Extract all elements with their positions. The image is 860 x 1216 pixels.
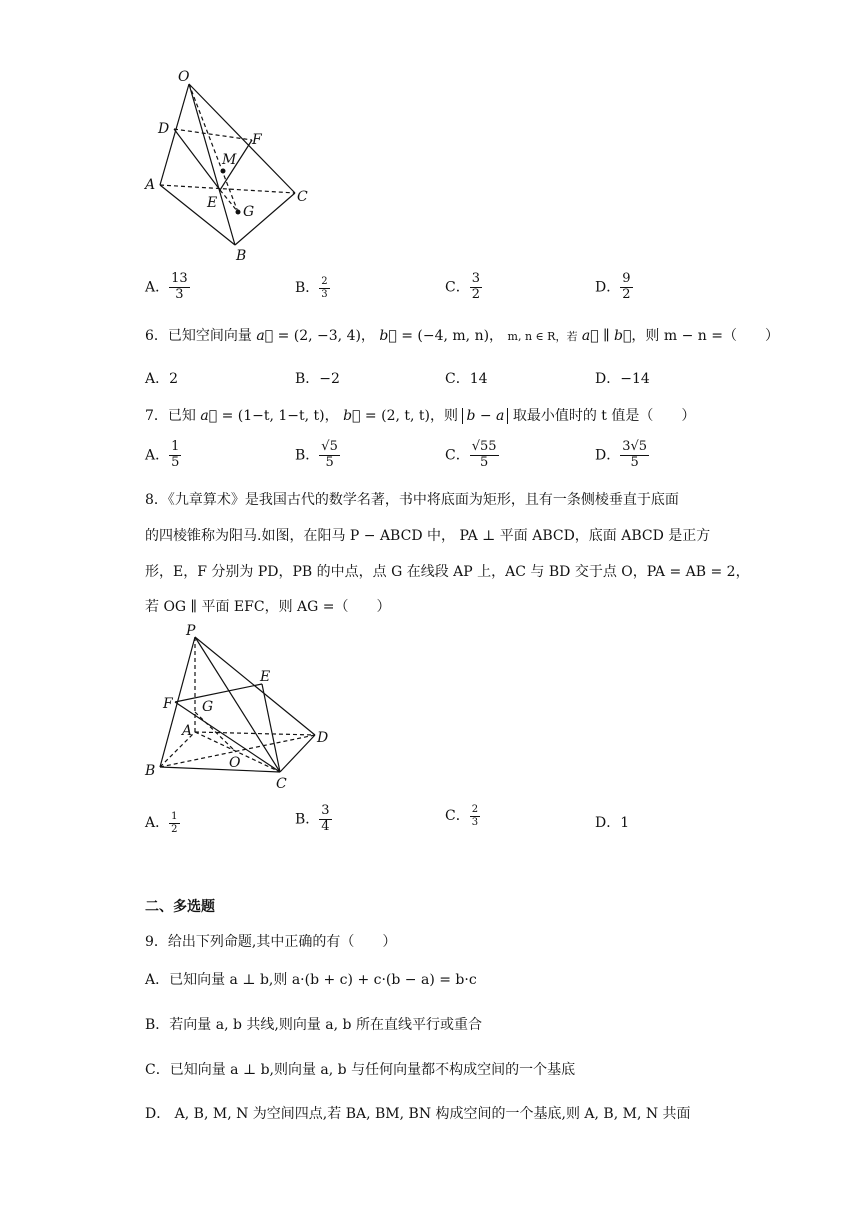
q7-option-a: A． $\frac{1}{5}$ <box>145 439 180 470</box>
q6-option-a: A．2 <box>145 371 179 387</box>
label-E: E <box>260 669 271 685</box>
label-C: C <box>276 776 287 792</box>
label-O: O <box>178 69 190 85</box>
label-G: G <box>243 204 255 220</box>
label-B: B <box>145 763 156 779</box>
q8-line-4: 若 OG ∥ 平面 EFC，则 AG =（ ） <box>145 599 391 615</box>
q9-option-a: A．已知向量 a ⊥ b,则 a·(b + c) + c·(b − a) = b·c <box>145 972 477 988</box>
label-P: P <box>186 623 196 639</box>
label-D: D <box>317 730 329 746</box>
q8-option-c: C． $\frac{2}{3}$ <box>445 804 479 828</box>
q7-option-b: B． $\frac{√5}{5}$ <box>295 439 338 470</box>
q7-option-d: D． $\frac{3√5}{5}$ <box>595 439 648 470</box>
label-C: C <box>297 189 308 205</box>
q6-option-d: D．−14 <box>595 371 650 387</box>
q8-option-a: A． $\frac{1}{2}$ <box>145 811 178 835</box>
q8-line-2: 的四棱锥称为阳马.如图，在阳马 P − ABCD 中， PA ⊥ 平面 ABCD，底面 ABCD 是正方 <box>145 528 711 544</box>
q6-option-c: C．14 <box>445 371 488 387</box>
q5-option-b: B． $\frac{2}{3}$ <box>295 276 328 300</box>
q8-line-3: 形，E，F 分别为 PD，PB 的中点，点 G 在线段 AP 上，AC 与 BD 交于点 O，PA = AB = 2， <box>145 564 750 580</box>
q5-option-c: C． $\frac{3}{2}$ <box>445 271 480 302</box>
q5-option-a: A． $\frac{13}{3}$ <box>145 271 188 302</box>
q9-option-b: B．若向量 a, b 共线,则向量 a, b 所在直线平行或重合 <box>145 1017 482 1033</box>
q9-stem: 9．给出下列命题,其中正确的有（ ） <box>145 934 397 950</box>
q8-option-b: B． $\frac{3}{4}$ <box>295 803 330 834</box>
section-heading: 二、多选题 <box>145 899 215 915</box>
label-F: F <box>252 132 262 148</box>
q7-option-c: C． $\frac{√55}{5}$ <box>445 439 497 470</box>
q6-stem: 6．已知空间向量 a⃗ = (2, −3, 4)， b⃗ = (−4, m, n)， m, n ∈ R，若 a⃗ ∥ b⃗，则 m − n =（ ） <box>145 328 779 344</box>
label-B: B <box>236 248 247 264</box>
figure-pyramid <box>140 622 340 797</box>
q5-option-d: D． $\frac{9}{2}$ <box>595 271 631 302</box>
label-D: D <box>158 121 170 137</box>
label-A: A <box>182 723 193 739</box>
q8-option-d: D．1 <box>595 815 630 831</box>
q9-option-d: D． A, B, M, N 为空间四点,若 BA, BM, BN 构成空间的一个基底,则 A, B, M, N 共面 <box>145 1106 691 1122</box>
q8-line-1: 8．《九章算术》是我国古代的数学名著，书中将底面为矩形，且有一条侧棱垂直于底面 <box>145 492 679 508</box>
q6-option-b: B．−2 <box>295 371 340 387</box>
q9-option-c: C．已知向量 a ⊥ b,则向量 a, b 与任何向量都不构成空间的一个基底 <box>145 1062 576 1078</box>
label-E: E <box>207 195 218 211</box>
label-F: F <box>163 696 173 712</box>
label-O: O <box>229 755 241 771</box>
label-A: A <box>145 177 156 193</box>
label-M: M <box>222 152 237 168</box>
label-G: G <box>202 699 214 715</box>
figure-tetrahedron <box>140 65 320 265</box>
q7-stem: 7．已知 a⃗ = (1−t, 1−t, t)， b⃗ = (2, t, t)，则 b − a 取最小值时的 t 值是（ ） <box>145 408 696 424</box>
